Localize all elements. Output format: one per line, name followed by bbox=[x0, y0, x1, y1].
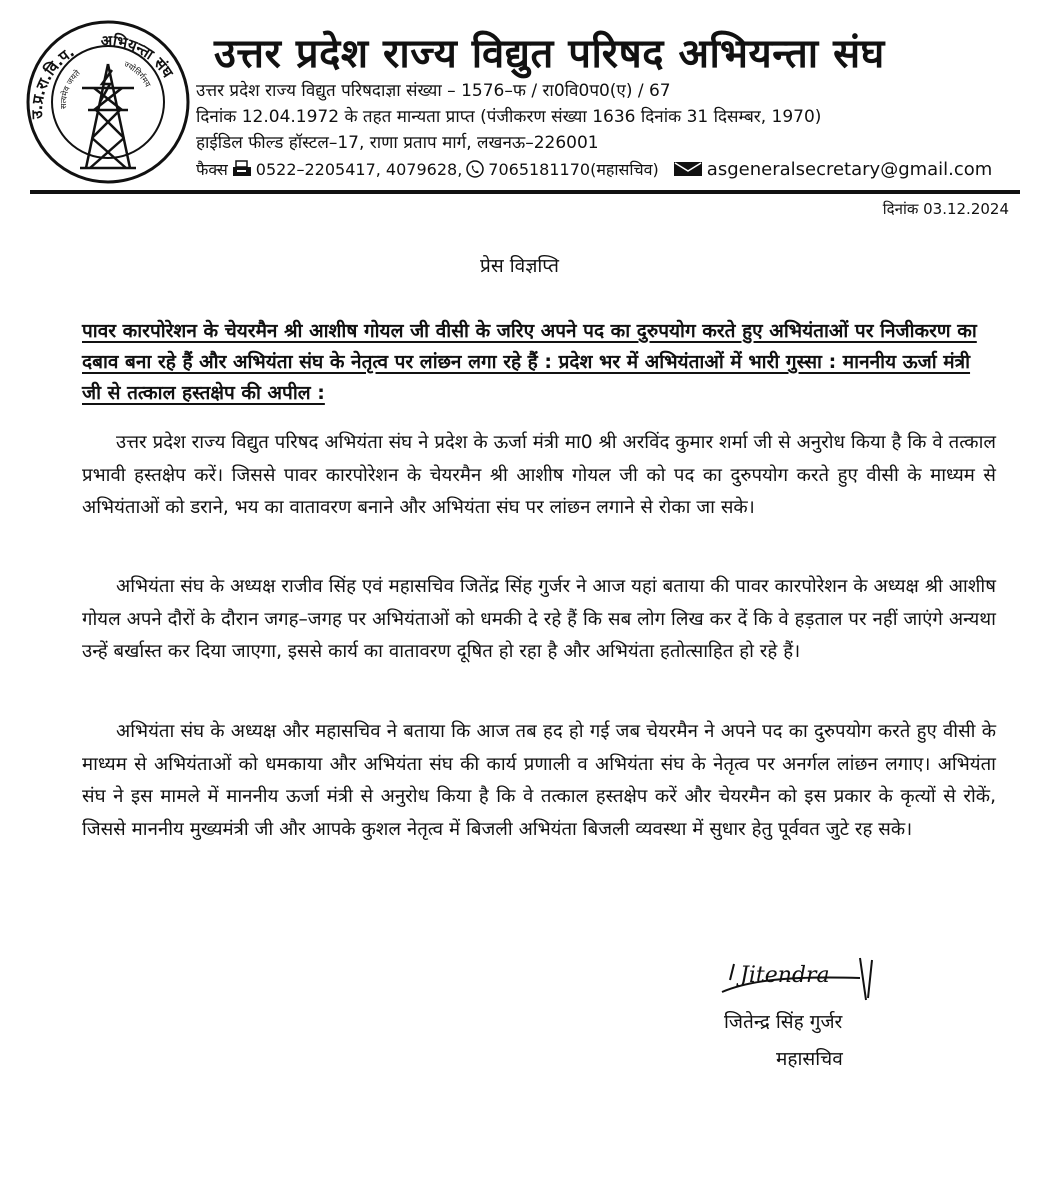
phone-number[interactable]: 7065181170(महासचिव) bbox=[488, 160, 659, 179]
paragraph-3-text: अभियंता संघ के अध्यक्ष और महासचिव ने बताया कि आज तब हद हो गई जब चेयरमैन ने अपने पद का दुरुपयोग करते हुए वीसी के माध्यम से अभियंताओं को धमकाया और अभियंता संघ की कार्य प्रणाली व अभियंता संघ के नेतृत्व पर अनर्गल लांछन लगाए। अभियंता संघ ने इस मामले में माननीय ऊर्जा मंत्री से अनुरोध किया है कि वे तत्काल हस्तक्षेप करें और चेयरमैन को इस प्रकार के कृत्यों से रोकें, जिससे माननीय मुख्यमंत्री जी और आपके कुशल नेतृत्व में बिजली अभियंता बिजली व्यवस्था में सुधार हेतु पूर्ववत जुटे रह सके। bbox=[82, 721, 996, 840]
logo-arc-text-top: अभियन्ता संघ bbox=[100, 31, 177, 81]
paragraph-2-text: अभियंता संघ के अध्यक्ष राजीव सिंह एवं महासचिव जितेंद्र सिंह गुर्जर ने आज यहां बताया की पावर कारपोरेशन के अध्यक्ष श्री आशीष गोयल अपने दौरों के दौरान जगह–जगह पर अभियंताओं को धमकी दे रहे हैं कि सब लोग लिख कर दें कि वे हड़ताल पर नहीं जाएंगे अन्यथा उन्हें बर्खास्त कर दिया जाएगा, इससे कार्य का वातावरण दूषित हो रहा है और अभियंता हतोत्साहित हो रहे हैं। bbox=[82, 576, 996, 662]
union-logo bbox=[24, 18, 192, 186]
press-release-heading: प्रेस विज्ञप्ति bbox=[480, 255, 559, 277]
paragraph-2 bbox=[82, 571, 996, 669]
signer-name: जितेन्द्र सिंह गुर्जर bbox=[724, 1011, 843, 1033]
logo-arc-text-left: उ.प्र.रा.वि.प. bbox=[27, 42, 78, 120]
phone-icon bbox=[466, 160, 484, 178]
document-date: दिनांक 03.12.2024 bbox=[882, 200, 1009, 218]
email-address[interactable]: asgeneralsecretary@gmail.com bbox=[706, 158, 993, 180]
signature-scrawl: Jitendra bbox=[740, 963, 830, 988]
mail-icon bbox=[673, 160, 703, 178]
subject-text: पावर कारपोरेशन के चेयरमैन श्री आशीष गोयल जी वीसी के जरिए अपने पद का दुरुपयोग करते हुए अभियंताओं पर निजीकरण का दबाव बना रहे हैं और अभियंता संघ के नेतृत्व पर लांछन लगा रहे हैं : प्रदेश भर में अभियंताओं में भारी गुस्सा : माननीय ऊर्जा मंत्री जी से तत्काल हस्तक्षेप की अपील : bbox=[82, 320, 977, 404]
letterhead-divider bbox=[30, 190, 1020, 194]
fax-icon bbox=[232, 160, 252, 178]
handwritten-signature bbox=[710, 950, 910, 1010]
svg-text:सत्यमेव जयते bbox=[59, 67, 82, 109]
fax-label: फैक्स bbox=[196, 160, 228, 179]
address-line: हाईडिल फील्ड हॉस्टल–17, राणा प्रताप मार्ग, लखनऊ–226001 bbox=[196, 133, 599, 153]
signer-title: महासचिव bbox=[776, 1048, 843, 1070]
transmission-tower-icon bbox=[80, 64, 136, 168]
paragraph-1 bbox=[82, 427, 996, 525]
paragraph-1-text: उत्तर प्रदेश राज्य विद्युत परिषद अभियंता संघ ने प्रदेश के ऊर्जा मंत्री मा0 श्री अरविंद कुमार शर्मा जी से अनुरोध किया है कि वे तत्काल प्रभावी हस्तक्षेप करें। जिससे पावर कारपोरेशन के चेयरमैन श्री आशीष गोयल जी को पद का दुरुपयोग करते हुए वीसी के माध्यम से अभियंताओं को डराने, भय का वातावरण बनाने और अभियंता संघ पर लांछन लगाने से रोका जा सके। bbox=[82, 432, 996, 518]
letterhead bbox=[24, 18, 1024, 188]
subject-line bbox=[82, 316, 992, 409]
fax-numbers: 0522–2205417, 4079628, bbox=[255, 159, 463, 179]
logo-inner-text-left: सत्यमेव जयते bbox=[58, 68, 82, 109]
paragraph-3 bbox=[82, 716, 996, 846]
recognition-line: दिनांक 12.04.1972 के तहत मान्यता प्राप्त (पंजीकरण संख्या 1636 दिनांक 31 दिसम्बर, 1970) bbox=[196, 107, 822, 127]
org-name: उत्तर प्रदेश राज्य विद्युत परिषद अभियन्ता संघ bbox=[214, 31, 885, 77]
contact-line bbox=[196, 158, 992, 180]
registration-order-line: उत्तर प्रदेश राज्य विद्युत परिषदाज्ञा संख्या – 1576–फ / रा0वि0प0(ए) / 67 bbox=[196, 81, 671, 101]
logo-inner-text-right: ज्योतिर्गमय bbox=[122, 59, 153, 89]
